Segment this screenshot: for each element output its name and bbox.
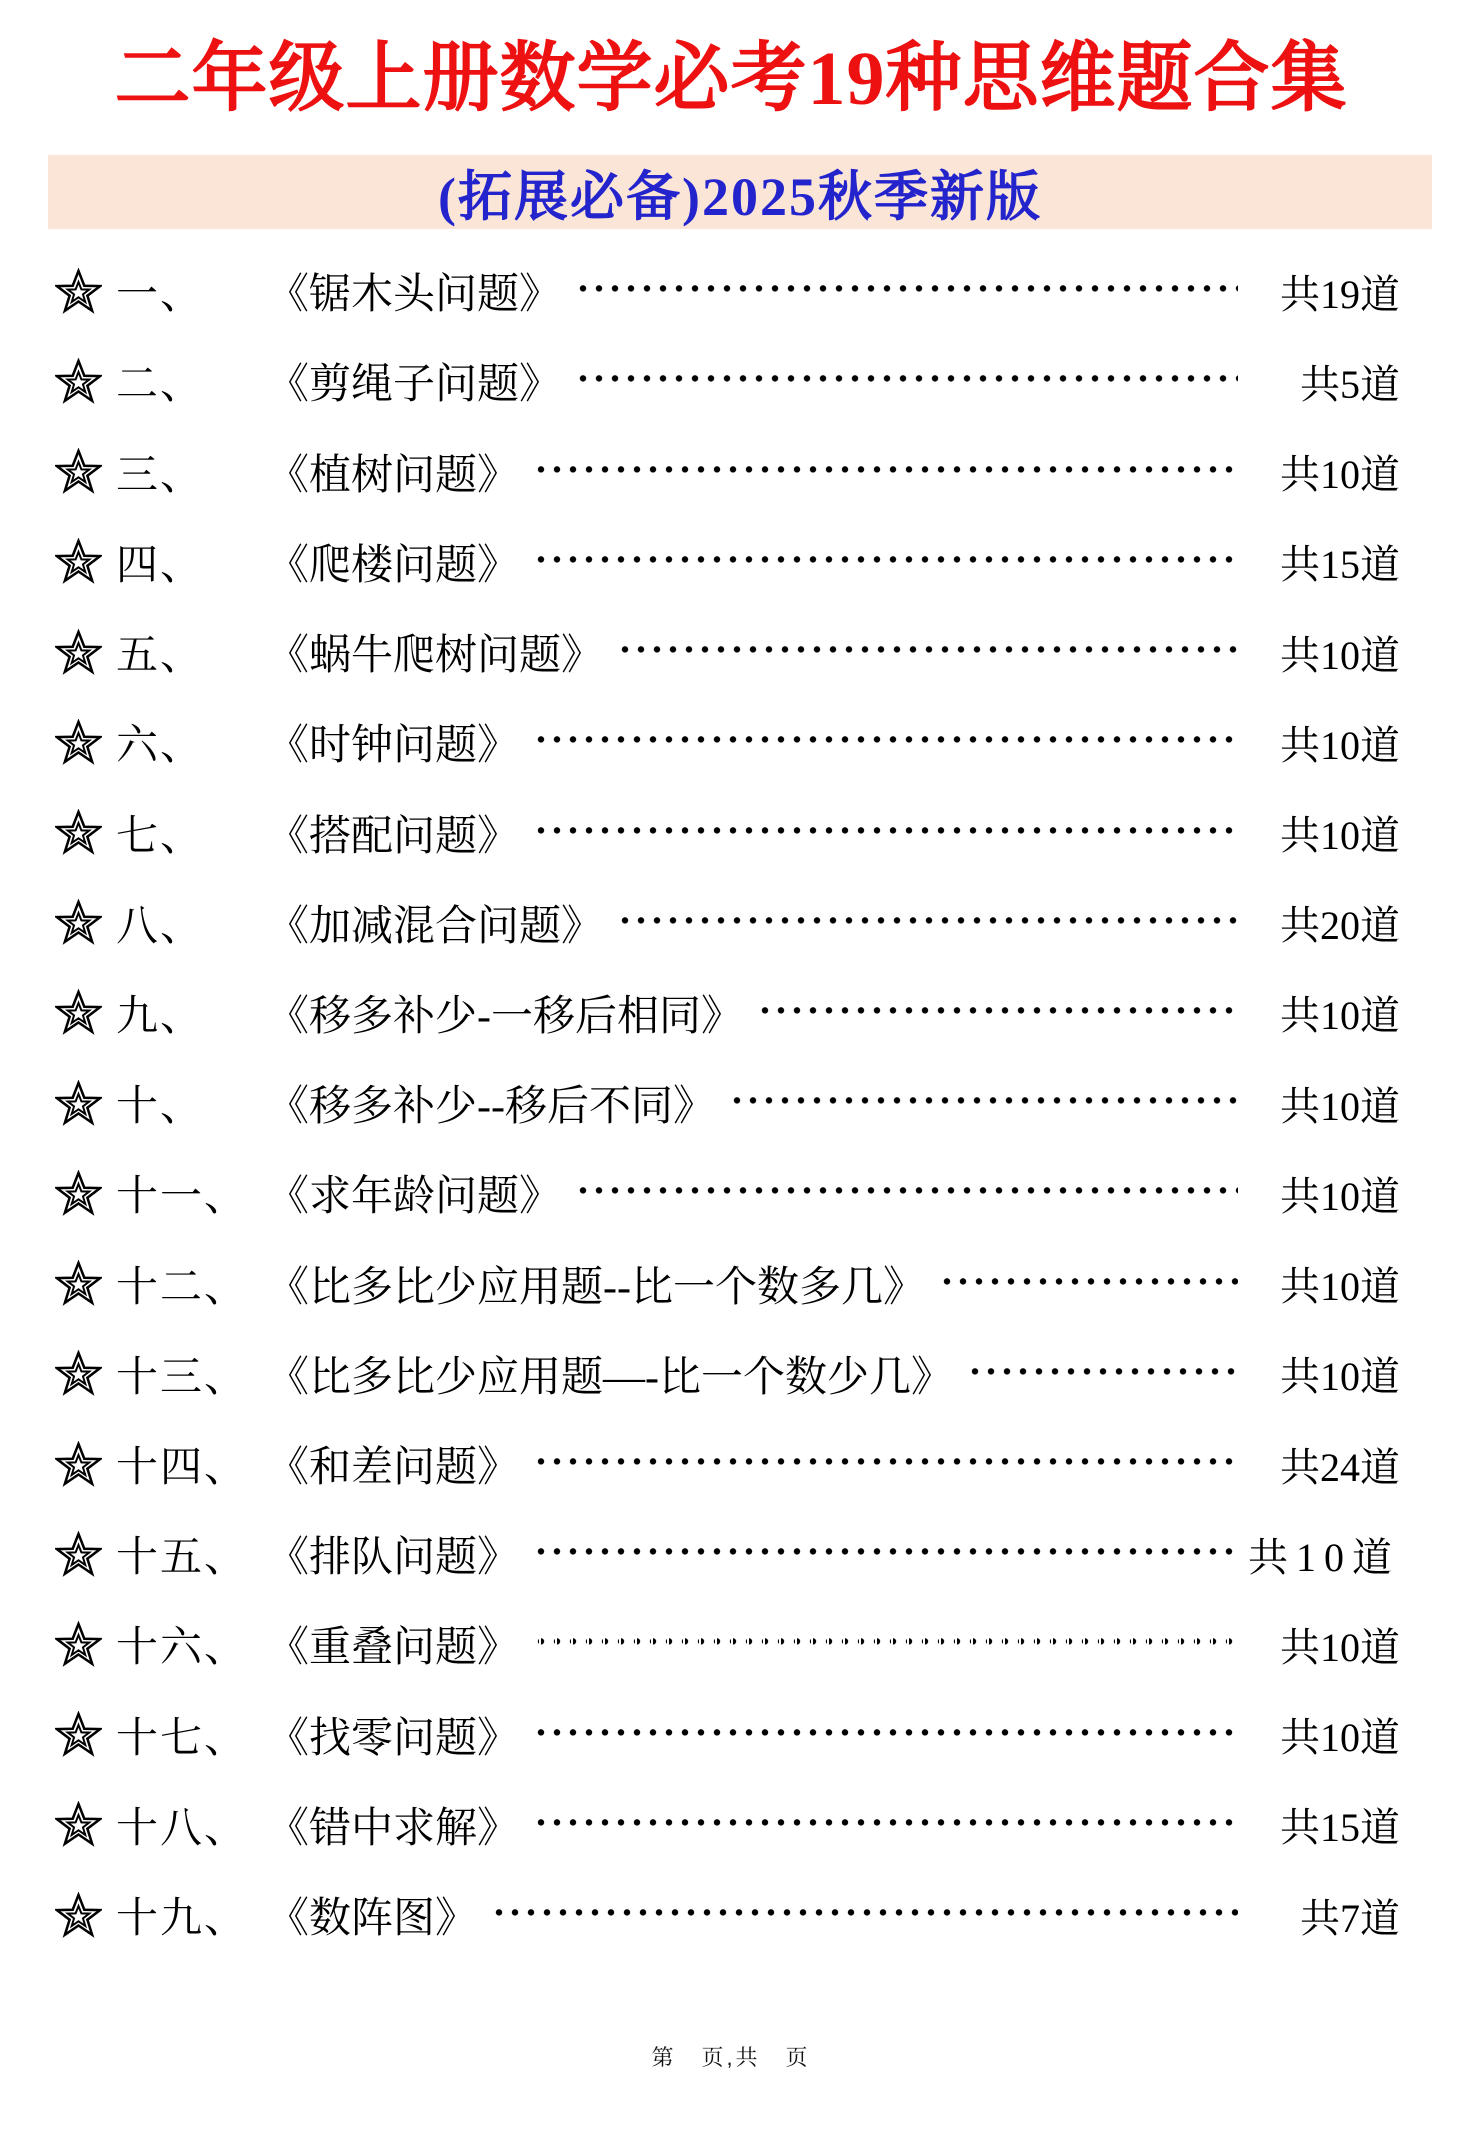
toc-item-count: 共19道 bbox=[1280, 271, 1400, 317]
toc-item-title: 《蜗牛爬树问题》 bbox=[267, 633, 604, 680]
page-title: 二年级上册数学必考19种思维题合集 bbox=[114, 37, 1348, 121]
toc-item-count: 共7道 bbox=[1300, 1895, 1400, 1941]
toc-item-prefix bbox=[55, 712, 267, 772]
dot-leader bbox=[491, 1889, 1238, 1941]
toc-item-title: 《排队问题》 bbox=[267, 1535, 520, 1582]
toc-item-title: 《比多比少应用题—-比一个数少几》 bbox=[267, 1354, 953, 1401]
toc-item-title: 《和差问题》 bbox=[267, 1445, 520, 1492]
toc-item-count: 共10道 bbox=[1280, 1624, 1400, 1670]
double-outline-star-icon bbox=[55, 358, 102, 405]
dot-leader bbox=[617, 626, 1238, 678]
double-outline-star-icon bbox=[55, 899, 102, 946]
toc-item-prefix bbox=[55, 1795, 267, 1855]
toc-item-title: 《爬楼问题》 bbox=[267, 542, 520, 589]
dot-leader bbox=[533, 1799, 1238, 1851]
toc-item-number: 六、 bbox=[116, 723, 205, 770]
toc-item-prefix bbox=[55, 1163, 267, 1223]
toc-item bbox=[55, 716, 1400, 768]
toc-item-number: 九、 bbox=[116, 993, 205, 1040]
toc-item-number: 十七、 bbox=[116, 1715, 249, 1762]
toc-item-prefix bbox=[55, 442, 267, 502]
toc-item-title: 《找零问题》 bbox=[267, 1715, 520, 1762]
dot-leader bbox=[575, 265, 1238, 317]
double-outline-star-icon bbox=[55, 1441, 102, 1488]
dot-leader bbox=[575, 1167, 1238, 1219]
toc-item-prefix bbox=[55, 1434, 267, 1494]
double-outline-star-icon bbox=[55, 538, 102, 585]
double-outline-star-icon bbox=[55, 1711, 102, 1758]
toc-list bbox=[55, 265, 1400, 1941]
toc-item-prefix bbox=[55, 1524, 267, 1584]
toc-item bbox=[55, 1709, 1400, 1761]
toc-item-number: 二、 bbox=[116, 362, 205, 409]
toc-item-number: 十九、 bbox=[116, 1896, 249, 1943]
toc-item-number: 三、 bbox=[116, 452, 205, 499]
toc-item-count: 共10道 bbox=[1280, 722, 1400, 768]
toc-item-count: 共10道 bbox=[1280, 1083, 1400, 1129]
double-outline-star-icon bbox=[55, 448, 102, 495]
toc-item bbox=[55, 446, 1400, 498]
toc-item-count: 共10道 bbox=[1280, 1264, 1400, 1310]
toc-item-title: 《锯木头问题》 bbox=[267, 272, 562, 319]
dot-leader bbox=[533, 1528, 1236, 1580]
toc-item-count: 共15道 bbox=[1280, 1805, 1400, 1851]
toc-item bbox=[55, 1889, 1400, 1941]
toc-item-title: 《错中求解》 bbox=[267, 1805, 520, 1852]
toc-item-count: 共10道 bbox=[1280, 993, 1400, 1039]
toc-item-count: 共10道 bbox=[1280, 813, 1400, 858]
toc-item bbox=[55, 1528, 1400, 1580]
toc-item-number: 五、 bbox=[116, 633, 205, 680]
toc-item bbox=[55, 1348, 1400, 1400]
toc-item-prefix bbox=[55, 622, 267, 682]
toc-item bbox=[55, 626, 1400, 678]
toc-item-title: 《搭配问题》 bbox=[267, 813, 520, 860]
toc-item-prefix bbox=[55, 893, 267, 953]
page-footer: 第 页,共 页 bbox=[651, 2045, 811, 2071]
toc-item-count: 共20道 bbox=[1280, 903, 1400, 949]
toc-item-number: 十三、 bbox=[116, 1354, 249, 1401]
toc-item-number: 七、 bbox=[116, 813, 205, 860]
toc-item-prefix bbox=[55, 532, 267, 592]
document-page bbox=[0, 34, 1462, 2146]
toc-item-title: 《比多比少应用题--比一个数多几》 bbox=[267, 1264, 925, 1311]
toc-item-prefix bbox=[55, 1614, 267, 1674]
toc-item-count: 共5道 bbox=[1300, 361, 1400, 407]
toc-item-number: 四、 bbox=[116, 542, 205, 589]
toc-item bbox=[55, 807, 1400, 859]
toc-item-count: 共15道 bbox=[1280, 542, 1400, 588]
toc-item bbox=[55, 265, 1400, 317]
toc-item-count: 共24道 bbox=[1280, 1444, 1400, 1490]
toc-item-prefix bbox=[55, 803, 267, 863]
double-outline-star-icon bbox=[55, 809, 102, 856]
double-outline-star-icon bbox=[55, 1080, 102, 1127]
subtitle-band bbox=[48, 155, 1432, 229]
toc-item bbox=[55, 355, 1400, 407]
page-subtitle: (拓展必备)2025秋季新版 bbox=[438, 166, 1042, 227]
double-outline-star-icon bbox=[55, 268, 102, 315]
toc-item-number: 十六、 bbox=[116, 1625, 249, 1672]
toc-item-prefix bbox=[55, 1344, 267, 1404]
toc-item bbox=[55, 1258, 1400, 1310]
dot-leader bbox=[939, 1258, 1238, 1310]
toc-item-number: 十、 bbox=[116, 1084, 205, 1131]
toc-item bbox=[55, 1618, 1400, 1670]
dot-leader bbox=[533, 1618, 1238, 1670]
toc-item-title: 《剪绳子问题》 bbox=[267, 362, 562, 409]
double-outline-star-icon bbox=[55, 629, 102, 676]
toc-item-number: 一、 bbox=[116, 272, 205, 319]
dot-leader bbox=[757, 987, 1238, 1039]
toc-item bbox=[55, 987, 1400, 1039]
dot-leader bbox=[533, 716, 1238, 768]
double-outline-star-icon bbox=[55, 1621, 102, 1668]
dot-leader bbox=[533, 807, 1238, 859]
toc-item bbox=[55, 1077, 1400, 1129]
toc-item-count: 共10道 bbox=[1280, 452, 1400, 498]
toc-item-number: 八、 bbox=[116, 903, 205, 950]
toc-item-count: 共10道 bbox=[1280, 1715, 1400, 1761]
toc-item-title: 《重叠问题》 bbox=[267, 1625, 520, 1672]
toc-item bbox=[55, 897, 1400, 949]
toc-item-count: 共10道 bbox=[1280, 632, 1400, 678]
toc-item-title: 《植树问题》 bbox=[267, 452, 520, 499]
toc-item-prefix bbox=[55, 1073, 267, 1133]
dot-leader bbox=[575, 355, 1238, 407]
toc-item bbox=[55, 536, 1400, 588]
double-outline-star-icon bbox=[55, 1892, 102, 1939]
toc-item-number: 十五、 bbox=[116, 1535, 249, 1582]
double-outline-star-icon bbox=[55, 989, 102, 1036]
toc-item-count: 共10道 bbox=[1280, 1173, 1400, 1219]
toc-item-count: 共10道 bbox=[1280, 1354, 1400, 1400]
toc-item-number: 十一、 bbox=[116, 1174, 249, 1221]
toc-item-number: 十四、 bbox=[116, 1445, 249, 1492]
dot-leader bbox=[967, 1348, 1238, 1400]
toc-item-number: 十八、 bbox=[116, 1805, 249, 1852]
double-outline-star-icon bbox=[55, 1170, 102, 1217]
dot-leader bbox=[533, 446, 1238, 498]
toc-item-title: 《数阵图》 bbox=[267, 1896, 478, 1943]
double-outline-star-icon bbox=[55, 1260, 102, 1307]
dot-leader bbox=[533, 1438, 1238, 1490]
double-outline-star-icon bbox=[55, 1531, 102, 1578]
toc-item bbox=[55, 1167, 1400, 1219]
toc-item-number: 十二、 bbox=[116, 1264, 249, 1311]
dot-leader bbox=[729, 1077, 1238, 1129]
toc-item-title: 《时钟问题》 bbox=[267, 723, 520, 770]
toc-item-count: 共10道 bbox=[1248, 1534, 1400, 1580]
toc-item-prefix bbox=[55, 983, 267, 1043]
toc-item-prefix bbox=[55, 261, 267, 321]
dot-leader bbox=[533, 1709, 1238, 1761]
double-outline-star-icon bbox=[55, 1801, 102, 1848]
toc-item-title: 《移多补少--移后不同》 bbox=[267, 1084, 715, 1131]
toc-item-prefix bbox=[55, 1885, 267, 1945]
toc-item-prefix bbox=[55, 1254, 267, 1314]
toc-item-title: 《加减混合问题》 bbox=[267, 903, 604, 950]
dot-leader bbox=[533, 536, 1238, 588]
toc-item-prefix bbox=[55, 1705, 267, 1765]
toc-item bbox=[55, 1438, 1400, 1490]
double-outline-star-icon bbox=[55, 1350, 102, 1397]
toc-item-title: 《求年龄问题》 bbox=[267, 1174, 562, 1221]
double-outline-star-icon bbox=[55, 719, 102, 766]
toc-item bbox=[55, 1799, 1400, 1851]
dot-leader bbox=[617, 897, 1238, 949]
toc-item-prefix bbox=[55, 351, 267, 411]
toc-item-title: 《移多补少-一移后相同》 bbox=[267, 993, 743, 1040]
